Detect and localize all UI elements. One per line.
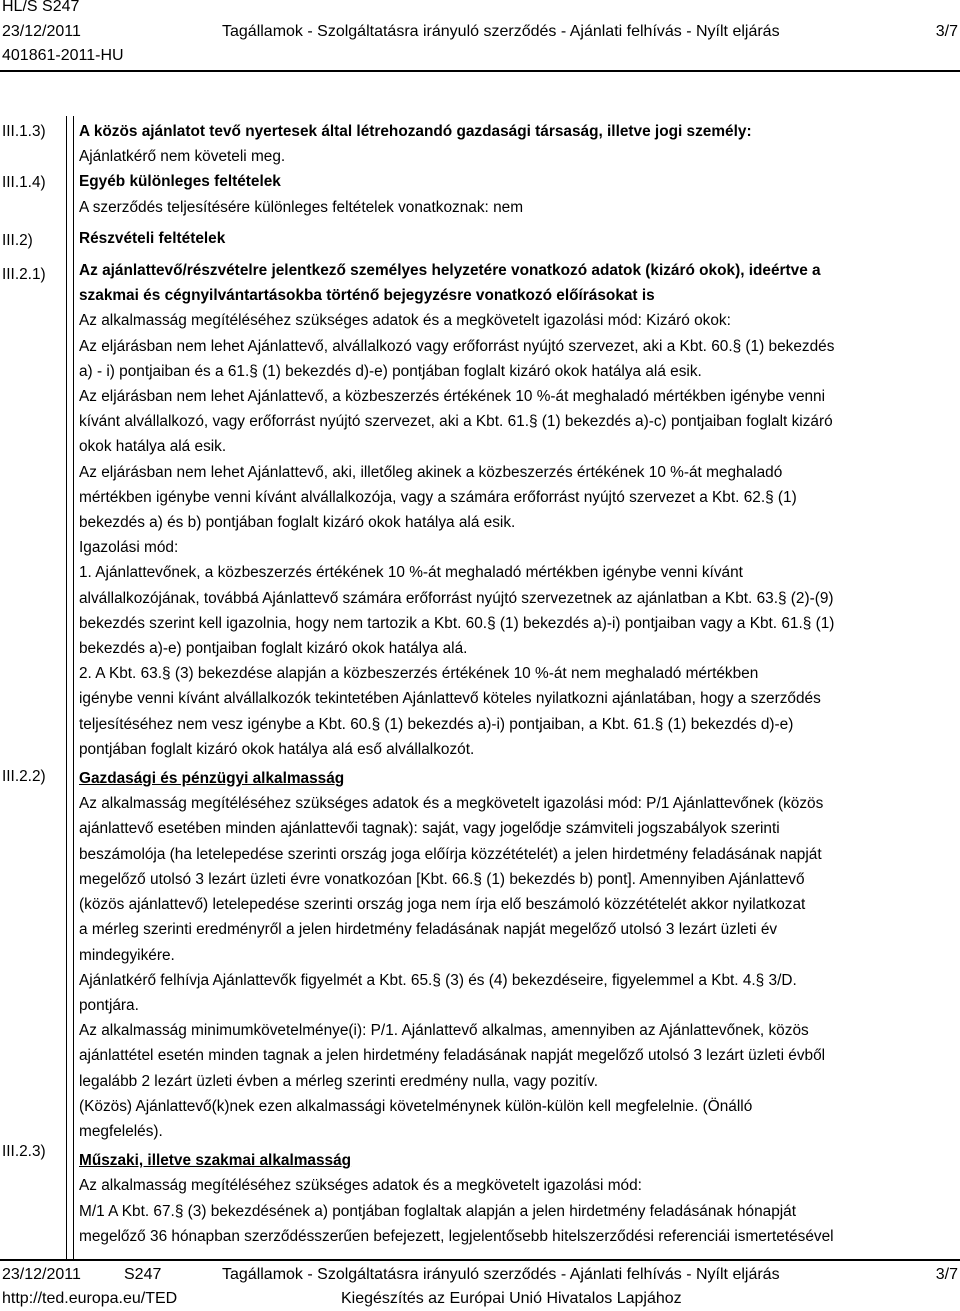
section-number: III.2) [2,232,33,249]
body-line: teljesítéséhez nem vesz igénybe a Kbt. 60.§ (1) bekezdés a)-i) pontjaiban, a Kbt. 61.§ (1) bekezdés d)-e) [79,715,794,733]
section-number: III.2.2) [2,768,46,785]
body-line: M/1 A Kbt. 67.§ (3) bekezdésének a) pontjában foglaltak alapján a jelen hirdetmény feladásának hónapját [79,1202,797,1220]
body-line: Ajánlatkérő nem követeli meg. [79,148,286,166]
body-line: beszámolója (ha letelepedése szerinti ország joga előírja közzétételét) a jelen hirdetmény feladásának napját [79,845,822,863]
header-date: 23/12/2011 [2,23,81,40]
body-line: legalább 2 lezárt üzleti évben a mérleg szerinti eredmény nulla, vagy pozitív. [79,1072,598,1090]
page-footer [0,1263,960,1311]
body-line: mindegyikére. [79,946,175,964]
body-line: 2. A Kbt. 63.§ (3) bekezdése alapján a közbeszerzés értékének 10 %-át nem meghaladó mértékben [79,665,759,683]
document-body [79,119,959,1249]
page-header [0,0,960,66]
footer-divider [0,1259,960,1261]
body-line: a) - i) pontjaiban és a 61.§ (1) bekezdés d)-e) pontjában foglalt kizáró okok hatálya alá esik. [79,362,702,380]
header-page-number: 3/7 [935,23,958,40]
body-line: 1. Ajánlattevőnek, a közbeszerzés értékének 10 %-át meghaladó mértékben igénybe venni kívánt [79,564,743,582]
header-reference: 401861-2011-HU [2,47,124,64]
header-title: HL/S S247 [2,0,80,15]
body-line: Az eljárásban nem lehet Ajánlattevő, alvállalkozó vagy erőforrást nyújtó szervezet, aki a Kbt. 60.§ (1) bekezdés [79,337,835,355]
heading-special-conditions: Egyéb különleges feltételek [79,173,281,191]
header-divider [0,70,960,72]
body-line: Az eljárásban nem lehet Ajánlattevő, a közbeszerzés értékének 10 %-át meghaladó mértékben igénybe venni [79,388,826,406]
body-line: Az alkalmasság megítéléséhez szükséges adatok és a megkövetelt igazolási mód: Kizáró okok: [79,312,731,330]
body-line: a mérleg szerinti eredményről a jelen hirdetmény feladásának napját megelőző utolsó 3 lezárt üzleti év [79,921,778,939]
heading-economic-standing: Gazdasági és pénzügyi alkalmasság [79,770,345,788]
body-line: bekezdés szerint kell igazolnia, hogy nem tartozik a Kbt. 60.§ (1) bekezdés a)-i) pontjaiban vagy a Kbt. 61.§ (1) [79,614,835,632]
body-line: bekezdés a)-e) pontjaiban foglalt kizáró okok hatálya alá. [79,640,468,658]
section-number: III.1.4) [2,174,46,191]
body-line: megelőző 36 hónapban szerződésszerűen befejezett, legjelentősebb hitelszerződési referenciái ismertetésével [79,1227,834,1245]
body-line: (közös ajánlattevő) letelepedése szerinti ország joga nem írja elő beszámoló közzétételét akkor nyilatkozat [79,896,806,914]
footer-supplement-number: S247 [124,1266,162,1283]
body-line: (Közös) Ajánlattevő(k)nek ezen alkalmassági követelménynek külön-külön kell megfelelnie. (Önálló [79,1097,753,1115]
body-line: Az alkalmasság minimumkövetelménye(i): P/1. Ajánlattevő alkalmas, amennyiben az Ajánlattevőnek, közös [79,1022,809,1040]
footer-date: 23/12/2011 [2,1266,81,1283]
body-line: ajánlattevő esetében minden ajánlattevői tagnak): saját, vagy jogelődje számviteli jogszabályok szerinti [79,820,780,838]
heading-technical-capacity: Műszaki, illetve szakmai alkalmasság [79,1152,352,1170]
body-line: A szerződés teljesítésére különleges feltételek vonatkoznak: nem [79,198,524,216]
heading-personal-situation-cont: szakmai és cégnyilvántartásokba történő bejegyzésre vonatkozó előírásokat is [79,287,655,305]
header-notice-type: Tagállamok - Szolgáltatásra irányuló szerződés - Ajánlati felhívás - Nyílt eljárás [222,23,780,40]
heading-participation-conditions: Részvételi feltételek [79,229,226,247]
footer-page-number: 3/7 [935,1266,958,1283]
body-line: bekezdés a) és b) pontjában foglalt kizáró okok hatálya alá esik. [79,514,516,532]
body-line: mértékben igénybe venni kívánt alvállalkozója, vagy a számára erőforrást nyújtó szervezet a Kbt. 62.§ (1) [79,488,797,506]
footer-notice-type: Tagállamok - Szolgáltatásra irányuló szerződés - Ajánlati felhívás - Nyílt eljárás [222,1266,780,1283]
footer-url-link[interactable]: http://ted.europa.eu/TED [2,1290,178,1307]
heading-joint-entity: A közös ajánlatot tevő nyertesek által létrehozandó gazdasági társaság, illetve jogi személy: [79,123,752,140]
body-line: pontjában foglalt kizáró okok hatálya alá eső alvállalkozót. [79,740,475,758]
body-line: igénybe venni kívánt alvállalkozók tekintetében Ajánlattevő köteles nyilatkozni ajánlatában, hogy a szerződés [79,690,821,708]
body-line: Az alkalmasság megítéléséhez szükséges adatok és a megkövetelt igazolási mód: [79,1177,642,1195]
body-line: Az alkalmasság megítéléséhez szükséges adatok és a megkövetelt igazolási mód: P/1 Ajánlattevőnek (közös [79,795,824,813]
footer-publisher: Kiegészítés az Európai Unió Hivatalos Lapjához [341,1290,682,1307]
section-number: III.2.1) [2,266,46,283]
body-line: alvállalkozójának, továbbá Ajánlattevő számára erőforrást nyújtó szervezetnek az ajánlatban a Kbt. 63.§ (2)-(9) [79,589,834,607]
margin-bar [66,116,74,1260]
heading-personal-situation: Az ajánlattevő/részvételre jelentkező személyes helyzetére vonatkozó adatok (kizáró okok), ideértve a [79,262,821,280]
body-line: megelőző utolsó 3 lezárt üzleti évre vonatkozóan [Kbt. 66.§ (1) bekezdés b) pont]. Amennyiben Ajánlattevő [79,870,805,888]
body-line: pontjára. [79,996,139,1014]
section-number: III.1.3) [2,123,46,140]
body-line: kívánt alvállalkozó, vagy erőforrást nyújtó szervezet, aki a Kbt. 61.§ (1) bekezdés a)-c) pontjaiban foglalt kizáró [79,413,833,431]
section-number: III.2.3) [2,1143,46,1160]
body-line: okok hatálya alá esik. [79,438,227,456]
body-line: Az eljárásban nem lehet Ajánlattevő, aki, illetőleg akinek a közbeszerzés értékének 10 %-át meghaladó [79,463,783,481]
body-line: ajánlattétel esetén minden tagnak a jelen hirdetmény feladásának napját megelőző utolsó 3 lezárt üzleti évből [79,1047,826,1065]
body-line: Igazolási mód: [79,539,179,557]
body-line: megfelelés). [79,1122,163,1140]
body-line: Ajánlatkérő felhívja Ajánlattevők figyelmét a Kbt. 65.§ (3) és (4) bekezdéseire, figyelemmel a Kbt. 4.§ 3/D. [79,971,797,989]
